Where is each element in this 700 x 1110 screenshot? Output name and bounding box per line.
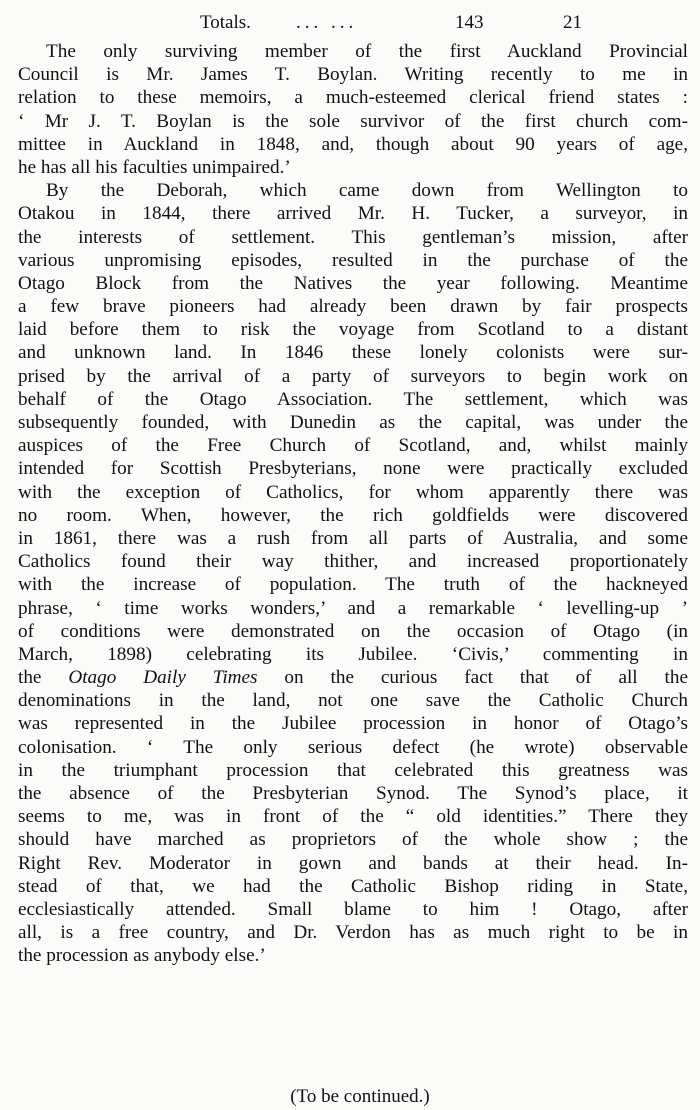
text-line: prised by the arrival of a party of surveyors to begin work on: [18, 365, 688, 387]
text-line: denominations in the land, not one save the Catholic Church: [18, 690, 688, 712]
text-line: Otago Block from the Natives the year following. Meantime: [18, 272, 688, 294]
text-line: ‘ Mr J. T. Boylan is the sole survivor of the first church com-: [18, 110, 688, 132]
text-line: behalf of the Otago Association. The settlement, which was: [18, 388, 688, 410]
italic-title: Otago Daily Times: [68, 667, 258, 689]
paragraph-1: [18, 40, 688, 179]
text-line: and unknown land. In 1846 these lonely colonists were sur-: [18, 342, 688, 364]
text-line: the Otago Daily Times on the curious fact that of all the: [18, 667, 688, 689]
text-line: no room. When, however, the rich goldfields were discovered: [18, 504, 688, 526]
text-line: Council is Mr. James T. Boylan. Writing recently to me in: [18, 64, 688, 86]
running-head: [0, 12, 700, 34]
text-line: relation to these memoirs, a much-esteemed clerical friend states :: [18, 87, 688, 109]
text-line: March, 1898) celebrating its Jubilee. ‘Civis,’ commenting in: [18, 643, 688, 665]
continued-note: (To be continued.): [290, 1086, 430, 1107]
text-line: laid before them to risk the voyage from Scotland to a distant: [18, 319, 688, 341]
text-line: Right Rev. Moderator in gown and bands at their head. In-: [18, 852, 688, 874]
text-line: By the Deborah, which came down from Wellington to: [46, 180, 688, 202]
running-head-leaders: ... ...: [296, 12, 358, 33]
text-line: in 1861, there was a rush from all parts of Australia, and some: [18, 527, 688, 549]
text-line: Catholics found their way thither, and increased proportionately: [18, 551, 688, 573]
text-line: he has all his faculties unimpaired.’: [18, 156, 291, 178]
body-text: [18, 40, 688, 968]
text-line: all, is a free country, and Dr. Verdon has as much right to be in: [18, 922, 688, 944]
running-head-title: Totals.: [200, 12, 251, 33]
text-line: was represented in the Jubilee procession in honor of Otago’s: [18, 713, 688, 735]
text-line: phrase, ‘ time works wonders,’ and a remarkable ‘ levelling-up ’: [18, 597, 688, 619]
paragraph-2: [18, 179, 688, 967]
text-line: various unpromising episodes, resulted in the purchase of the: [18, 249, 688, 271]
text-line: intended for Scottish Presbyterians, none were practically excluded: [18, 458, 688, 480]
text-line: of conditions were demonstrated on the occasion of Otago (in: [18, 620, 688, 642]
text-line: The only surviving member of the first Auckland Provincial: [46, 41, 688, 62]
text-line: the procession as anybody else.’: [18, 945, 266, 967]
text-line: should have marched as proprietors of the whole show ; the: [18, 829, 688, 851]
text-line: in the triumphant procession that celebrated this greatness was: [18, 759, 688, 781]
page-number: 21: [563, 12, 582, 33]
text-line: the absence of the Presbyterian Synod. The Synod’s place, it: [18, 783, 688, 804]
text-line: a few brave pioneers had already been drawn by fair prospects: [18, 296, 688, 318]
text-line: with the increase of population. The truth of the hackneyed: [18, 574, 688, 596]
text-line: the interests of settlement. This gentleman’s mission, after: [18, 226, 688, 248]
text-line: stead of that, we had the Catholic Bishop riding in State,: [18, 875, 688, 897]
text-line: Otakou in 1844, there arrived Mr. H. Tucker, a surveyor, in: [18, 203, 688, 225]
text-line: colonisation. ‘ The only serious defect (he wrote) observable: [18, 736, 688, 758]
text-line: with the exception of Catholics, for whom apparently there was: [18, 481, 688, 503]
text-line: subsequently founded, with Dunedin as the capital, was under the: [18, 412, 688, 433]
text-line: auspices of the Free Church of Scotland, and, whilst mainly: [18, 435, 688, 457]
running-head-number: 143: [455, 12, 484, 33]
text-line: ecclesiastically attended. Small blame to him ! Otago, after: [18, 898, 688, 920]
text-line: seems to me, was in front of the “ old identities.” There they: [18, 806, 688, 828]
text-line: mittee in Auckland in 1848, and, though about 90 years of age,: [18, 133, 688, 155]
